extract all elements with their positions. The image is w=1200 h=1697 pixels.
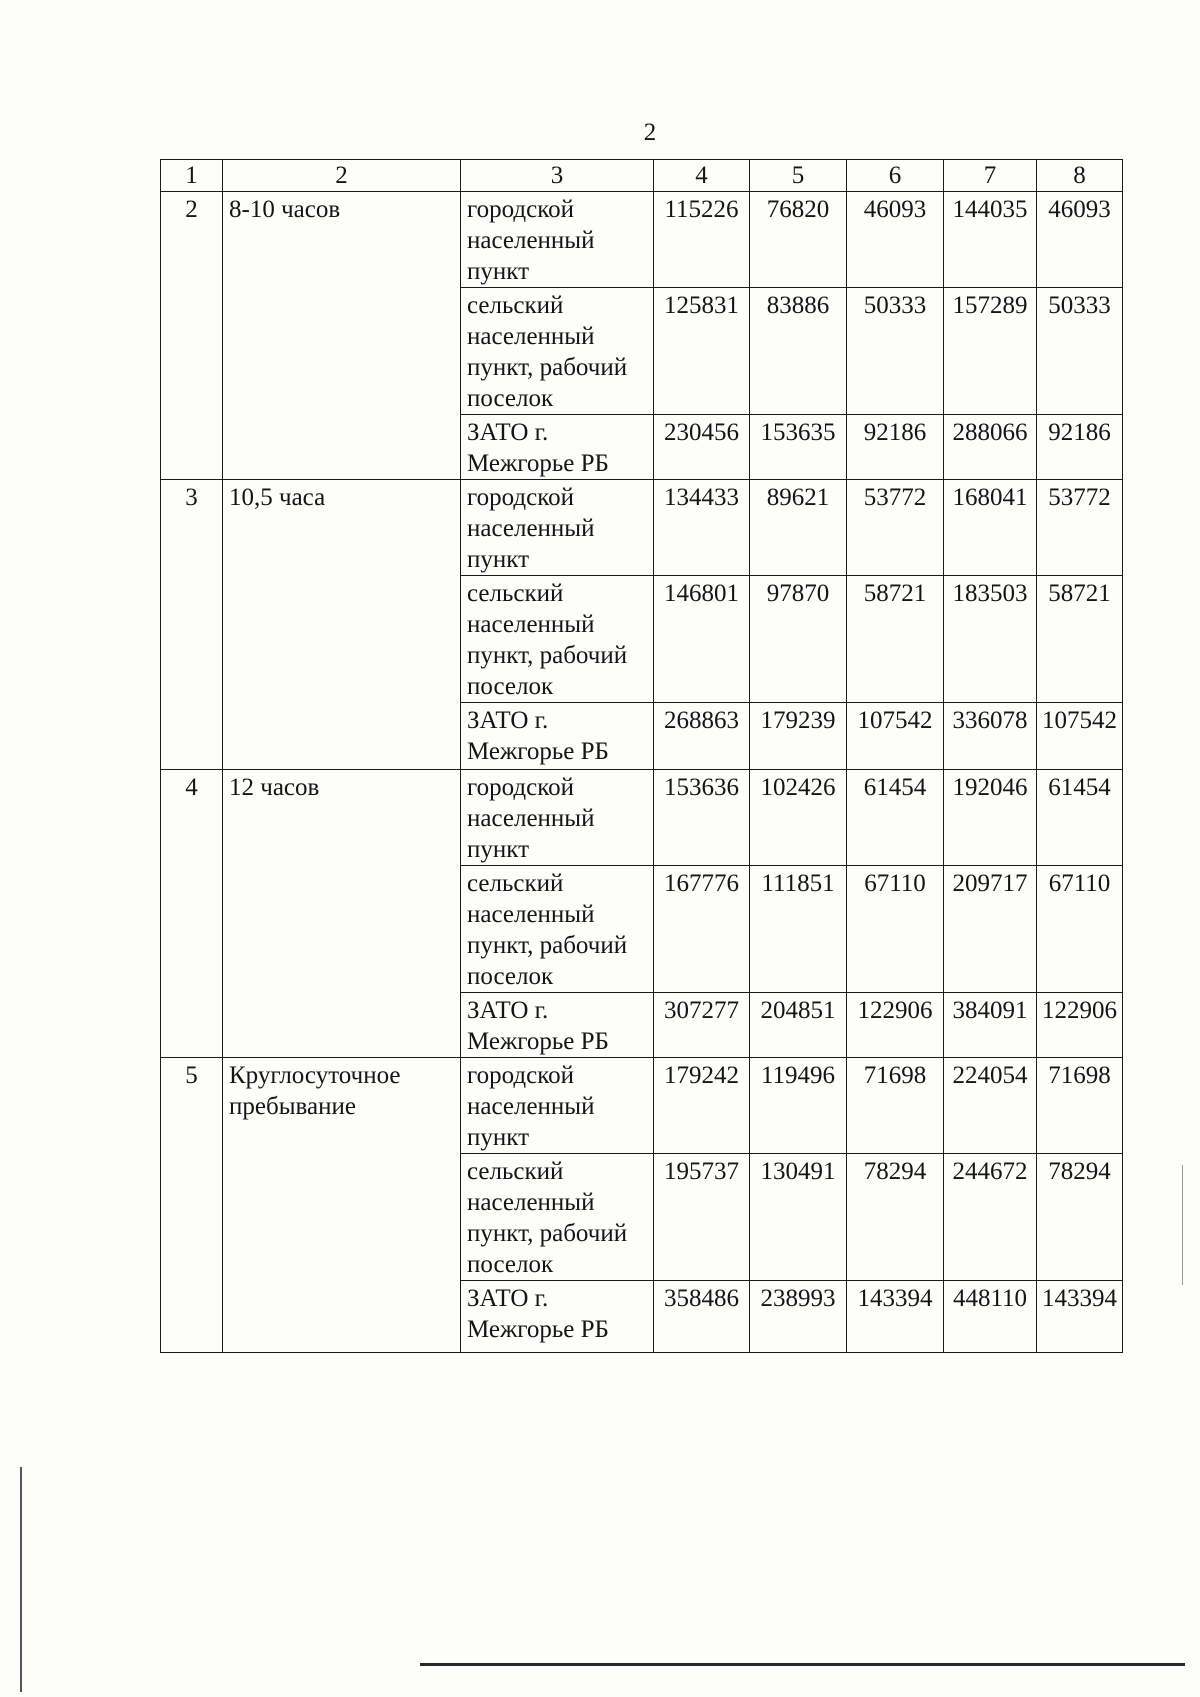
table-row bbox=[161, 1058, 1123, 1154]
locality-cell: сельский населенный пункт, рабочий поселок bbox=[461, 288, 654, 415]
value-cell: 89621 bbox=[750, 480, 847, 576]
value-cell: 46093 bbox=[847, 192, 944, 288]
value-cell: 179239 bbox=[750, 703, 847, 770]
value-cell: 288066 bbox=[944, 415, 1037, 480]
table-row bbox=[161, 192, 1123, 288]
page-number: 2 bbox=[643, 119, 657, 146]
value-cell: 111851 bbox=[750, 866, 847, 993]
value-cell: 78294 bbox=[847, 1154, 944, 1281]
value-cell: 153636 bbox=[654, 770, 750, 866]
value-cell: 58721 bbox=[847, 576, 944, 703]
value-cell: 183503 bbox=[944, 576, 1037, 703]
value-cell: 53772 bbox=[1037, 480, 1123, 576]
locality-cell: ЗАТО г. Межгорье РБ bbox=[461, 703, 654, 770]
value-cell: 204851 bbox=[750, 993, 847, 1058]
value-cell: 130491 bbox=[750, 1154, 847, 1281]
value-cell: 268863 bbox=[654, 703, 750, 770]
header-row bbox=[161, 160, 1123, 192]
value-cell: 144035 bbox=[944, 192, 1037, 288]
value-cell: 92186 bbox=[847, 415, 944, 480]
value-cell: 67110 bbox=[847, 866, 944, 993]
value-cell: 146801 bbox=[654, 576, 750, 703]
value-cell: 179242 bbox=[654, 1058, 750, 1154]
value-cell: 125831 bbox=[654, 288, 750, 415]
table-row bbox=[161, 770, 1123, 866]
value-cell: 168041 bbox=[944, 480, 1037, 576]
tariff-table bbox=[160, 159, 1123, 1353]
value-cell: 448110 bbox=[944, 1281, 1037, 1353]
table-row bbox=[161, 480, 1123, 576]
value-cell: 244672 bbox=[944, 1154, 1037, 1281]
value-cell: 97870 bbox=[750, 576, 847, 703]
row-number-cell: 2 bbox=[161, 192, 223, 480]
locality-cell: ЗАТО г. Межгорье РБ bbox=[461, 415, 654, 480]
value-cell: 119496 bbox=[750, 1058, 847, 1154]
stay-mode-cell: 8-10 часов bbox=[223, 192, 461, 480]
locality-cell: сельский населенный пункт, рабочий поселок bbox=[461, 1154, 654, 1281]
stay-mode-cell: 12 часов bbox=[223, 770, 461, 1058]
value-cell: 167776 bbox=[654, 866, 750, 993]
value-cell: 153635 bbox=[750, 415, 847, 480]
value-cell: 115226 bbox=[654, 192, 750, 288]
value-cell: 358486 bbox=[654, 1281, 750, 1353]
value-cell: 134433 bbox=[654, 480, 750, 576]
stay-mode-cell: Круглосуточное пребывание bbox=[223, 1058, 461, 1353]
scan-edge-line bbox=[1182, 1165, 1183, 1285]
locality-cell: сельский населенный пункт, рабочий поселок bbox=[461, 866, 654, 993]
value-cell: 46093 bbox=[1037, 192, 1123, 288]
value-cell: 157289 bbox=[944, 288, 1037, 415]
locality-cell: ЗАТО г. Межгорье РБ bbox=[461, 1281, 654, 1353]
column-header: 1 bbox=[161, 160, 223, 192]
value-cell: 192046 bbox=[944, 770, 1037, 866]
row-number-cell: 4 bbox=[161, 770, 223, 1058]
value-cell: 71698 bbox=[847, 1058, 944, 1154]
value-cell: 67110 bbox=[1037, 866, 1123, 993]
value-cell: 143394 bbox=[847, 1281, 944, 1353]
value-cell: 50333 bbox=[847, 288, 944, 415]
value-cell: 58721 bbox=[1037, 576, 1123, 703]
value-cell: 107542 bbox=[847, 703, 944, 770]
value-cell: 122906 bbox=[847, 993, 944, 1058]
value-cell: 336078 bbox=[944, 703, 1037, 770]
locality-cell: городской населенный пункт bbox=[461, 770, 654, 866]
scan-edge-line bbox=[420, 1663, 1185, 1666]
scan-edge-line bbox=[20, 1467, 22, 1692]
row-number-cell: 3 bbox=[161, 480, 223, 770]
value-cell: 53772 bbox=[847, 480, 944, 576]
column-header: 2 bbox=[223, 160, 461, 192]
column-header: 7 bbox=[944, 160, 1037, 192]
locality-cell: городской населенный пункт bbox=[461, 1058, 654, 1154]
stay-mode-cell: 10,5 часа bbox=[223, 480, 461, 770]
column-header: 6 bbox=[847, 160, 944, 192]
value-cell: 224054 bbox=[944, 1058, 1037, 1154]
value-cell: 71698 bbox=[1037, 1058, 1123, 1154]
value-cell: 122906 bbox=[1037, 993, 1123, 1058]
column-header: 5 bbox=[750, 160, 847, 192]
value-cell: 195737 bbox=[654, 1154, 750, 1281]
value-cell: 76820 bbox=[750, 192, 847, 288]
value-cell: 61454 bbox=[847, 770, 944, 866]
row-number-cell: 5 bbox=[161, 1058, 223, 1353]
value-cell: 143394 bbox=[1037, 1281, 1123, 1353]
value-cell: 238993 bbox=[750, 1281, 847, 1353]
column-header: 3 bbox=[461, 160, 654, 192]
column-header: 4 bbox=[654, 160, 750, 192]
value-cell: 102426 bbox=[750, 770, 847, 866]
value-cell: 107542 bbox=[1037, 703, 1123, 770]
locality-cell: городской населенный пункт bbox=[461, 192, 654, 288]
table-body bbox=[161, 192, 1123, 1353]
value-cell: 78294 bbox=[1037, 1154, 1123, 1281]
locality-cell: сельский населенный пункт, рабочий поселок bbox=[461, 576, 654, 703]
value-cell: 50333 bbox=[1037, 288, 1123, 415]
value-cell: 209717 bbox=[944, 866, 1037, 993]
value-cell: 61454 bbox=[1037, 770, 1123, 866]
locality-cell: ЗАТО г. Межгорье РБ bbox=[461, 993, 654, 1058]
value-cell: 230456 bbox=[654, 415, 750, 480]
locality-cell: городской населенный пункт bbox=[461, 480, 654, 576]
column-header: 8 bbox=[1037, 160, 1123, 192]
value-cell: 384091 bbox=[944, 993, 1037, 1058]
value-cell: 92186 bbox=[1037, 415, 1123, 480]
value-cell: 83886 bbox=[750, 288, 847, 415]
value-cell: 307277 bbox=[654, 993, 750, 1058]
